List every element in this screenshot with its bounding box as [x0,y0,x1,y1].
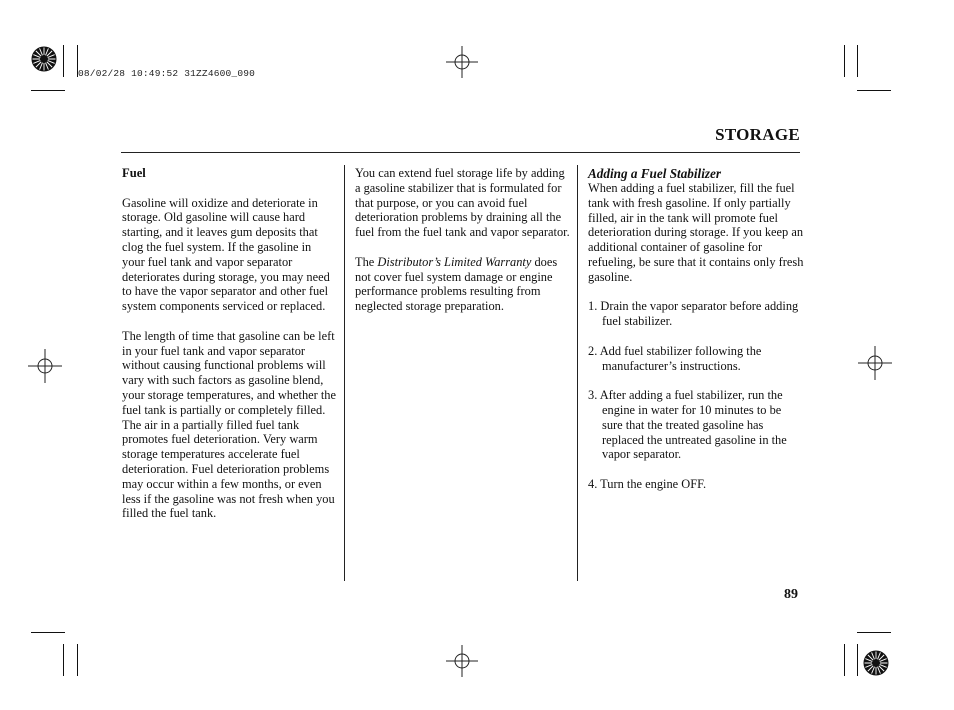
column-storage-life [355,166,570,329]
crop-mark [63,45,64,77]
crop-mark [857,90,891,91]
step-item: 4. Turn the engine OFF. [588,476,707,491]
paragraph: You can extend fuel storage life by adding a gasoline stabilizer that is formulated for that purpose, or you can avoid fuel deterioration problems by draining all the fuel from the fuel tank and vapor separator. [355,166,570,240]
text: The [355,254,378,269]
column-fuel [122,166,337,536]
step-item: 3. After adding a fuel stabilizer, run the engine in water for 10 minutes to be sure that the treated gasoline has replaced the untreated gasoline in the vapor separator. [588,388,787,462]
column-divider [344,165,345,581]
warranty-paragraph [355,255,570,314]
section-title: STORAGE [715,125,800,144]
crop-mark [77,644,78,676]
crop-mark [63,644,64,676]
crop-mark [31,632,65,633]
step-item: 2. Add fuel stabilizer following the manufacturer’s instructions. [588,343,762,373]
starburst-mark-icon [31,46,57,72]
registration-target-icon [446,46,478,78]
text: does not cover fuel system damage or engine performance problems resulting from neglected storage preparation. [355,254,558,314]
header-rule [121,152,800,153]
registration-target-icon [858,346,892,380]
crop-mark [857,644,858,676]
column-divider [577,165,578,581]
crop-mark [857,632,891,633]
registration-target-icon [28,349,62,383]
registration-target-icon [446,645,478,677]
column-stabilizer [588,166,804,507]
crop-mark [844,45,845,77]
page-number: 89 [784,587,798,602]
fuel-heading: Fuel [122,166,146,180]
print-info: 08/02/28 10:49:52 31ZZ4600_090 [78,68,256,79]
warranty-title: Distributor’s Limited Warranty [377,254,532,269]
paragraph: Gasoline will oxidize and deteriorate in storage. Old gasoline will cause hard starting, and it leaves gum deposits that clog the fuel system. If the gasoline in your fuel tank and vapor separator deteriorates during storage, you may need to have the vapor separator and other fuel system components serviced or replaced. [122,195,330,314]
crop-mark [31,90,65,91]
crop-mark [844,644,845,676]
crop-mark [857,45,858,77]
paragraph: When adding a fuel stabilizer, fill the fuel tank with fresh gasoline. If only partially filled, air in the tank will promote fuel deterioration during storage. If you keep an additional container of gasoline for refueling, be sure that it contains only fresh gasoline. [588,181,804,284]
stabilizer-subheading: Adding a Fuel Stabilizer [588,166,722,181]
paragraph: The length of time that gasoline can be left in your fuel tank and vapor separator without causing functional problems will vary with such factors as gasoline blend, your storage temperatures, and whether the fuel tank is partially or completely filled. The air in a partially filled fuel tank promotes fuel deterioration. Very warm storage temperatures accelerate fuel deterioration. Fuel deterioration problems may occur within a few months, or even less if the gasoline was not fresh when you filled the fuel tank. [122,328,336,521]
starburst-mark-icon [863,650,889,676]
step-item: 1. Drain the vapor separator before adding fuel stabilizer. [588,299,799,329]
